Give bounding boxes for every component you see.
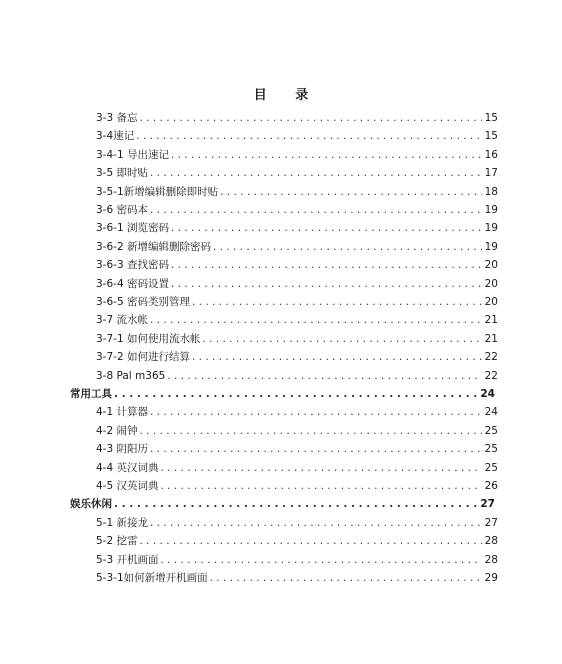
toc-page-number: 22	[484, 369, 498, 382]
toc-entry-row	[96, 330, 498, 348]
toc-entry-row	[96, 201, 498, 219]
toc-dot-leader	[192, 293, 482, 311]
toc-page-number: 28	[484, 535, 498, 548]
toc-page-number: 19	[484, 204, 498, 216]
toc-entry-label: 3-6 密码本	[96, 204, 148, 216]
toc-page-number: 20	[484, 296, 498, 308]
toc-entry-label: 4-4 英汉词典	[96, 461, 159, 474]
toc-entry-label: 4-5 汉英词典	[96, 480, 159, 492]
toc-dot-leader	[136, 127, 481, 145]
toc-page-number: 27	[484, 516, 498, 529]
toc-entry-label: 5-1 新接龙	[96, 516, 148, 529]
toc-chapter-row	[70, 385, 495, 403]
toc-entry-row	[96, 109, 498, 127]
toc-entry-row	[96, 127, 498, 145]
toc-entry-row	[96, 514, 498, 532]
toc-dot-leader	[171, 275, 482, 293]
toc-entry-label: 5-2 挖雷	[96, 535, 138, 548]
toc-dot-leader	[213, 238, 482, 256]
toc-entry-label: 5-3 开机画面	[96, 553, 159, 566]
toc-chapter-row	[70, 495, 495, 513]
toc-entry-label: 4-1 计算器	[96, 406, 148, 419]
toc-dot-leader	[161, 477, 482, 495]
toc-entry-row	[96, 256, 498, 274]
toc-entry-row	[96, 275, 498, 293]
toc-entry-row	[96, 164, 498, 182]
toc-dot-leader	[171, 146, 482, 164]
toc-entry-label: 4-2 闹钟	[96, 424, 138, 437]
toc-page-number: 19	[484, 240, 498, 253]
toc-title: 目 录	[253, 88, 321, 103]
toc-entry-label: 3-6-1 浏览密码	[96, 222, 169, 235]
toc-page-number: 29	[484, 572, 498, 584]
toc-entry-row	[96, 311, 498, 329]
toc-entry-row	[96, 146, 498, 164]
toc-dot-leader	[150, 514, 482, 532]
toc-dot-leader	[150, 201, 482, 219]
toc-entry-label: 3-5 即时贴	[96, 167, 148, 180]
toc-entry-label: 3-6-3 查找密码	[96, 259, 169, 272]
toc-dot-leader	[150, 403, 482, 421]
toc-dot-leader	[202, 330, 481, 348]
toc-dot-leader	[210, 569, 482, 587]
toc-entry-label: 3-6-4 密码设置	[96, 277, 169, 290]
toc-entry-row	[96, 367, 498, 385]
toc-entry-label: 3-8 Pal m365	[96, 369, 166, 382]
toc-dot-leader	[140, 109, 482, 127]
toc-entry-label: 3-3 备忘	[96, 112, 138, 124]
toc-entry-label: 3-4速记	[96, 130, 135, 143]
toc-page-number: 21	[484, 314, 498, 327]
toc-entry-label: 3-7 流水帐	[96, 314, 148, 327]
toc-entry-row	[96, 219, 498, 237]
toc-entry-row	[96, 348, 498, 366]
toc-dot-leader	[167, 367, 481, 385]
toc-entry-label: 常用工具	[70, 388, 112, 400]
toc-dot-leader	[114, 385, 477, 403]
toc-dot-leader	[171, 256, 482, 274]
toc-page-number: 17	[484, 167, 498, 180]
toc-entry-label: 3-7-2 如何进行结算	[96, 351, 190, 364]
toc-dot-leader	[161, 459, 482, 477]
toc-page-number: 20	[484, 259, 498, 272]
toc-entry-label: 5-3-1如何新增开机画面	[96, 572, 208, 584]
toc-entry-row	[96, 459, 498, 477]
toc-entry-label: 3-6-5 密码类别管理	[96, 296, 190, 308]
toc-page-number: 15	[484, 112, 498, 124]
toc-dot-leader	[150, 440, 482, 458]
toc-entry-row	[96, 403, 498, 421]
toc-page-number: 24	[484, 406, 498, 419]
toc-page-number: 16	[484, 148, 498, 161]
toc-entry-label: 娱乐休闲	[70, 498, 112, 511]
toc-dot-leader	[171, 219, 482, 237]
toc-page-number: 26	[484, 480, 498, 492]
toc-page-number: 28	[484, 553, 498, 566]
toc-entry-label: 3-6-2 新增编辑删除密码	[96, 240, 211, 253]
toc-entry-row	[96, 551, 498, 569]
toc-page-number: 25	[484, 461, 498, 474]
toc-page-number: 25	[484, 443, 498, 456]
toc-dot-leader	[150, 164, 482, 182]
toc-entry-row	[96, 293, 498, 311]
toc-page-number: 22	[484, 351, 498, 364]
toc-entry-label: 3-5-1新增编辑删除即时贴	[96, 185, 219, 198]
toc-page-number: 20	[484, 277, 498, 290]
toc-entry-row	[96, 183, 498, 201]
toc-dot-leader	[150, 311, 482, 329]
toc-page-number: 27	[480, 498, 495, 511]
toc-page-number: 18	[484, 185, 498, 198]
toc-dot-leader	[114, 495, 477, 513]
toc-entry-row	[96, 238, 498, 256]
toc-page-number: 21	[484, 332, 498, 345]
toc-dot-leader	[140, 532, 482, 550]
toc-entry-row	[96, 422, 498, 440]
toc-entry-row	[96, 532, 498, 550]
toc-page-number: 24	[480, 388, 495, 400]
toc-page-number: 15	[484, 130, 498, 143]
toc-dot-leader	[192, 348, 482, 366]
toc-entry-row	[96, 569, 498, 587]
toc-entry-label: 3-4-1 导出速记	[96, 148, 169, 161]
toc-page-number: 19	[484, 222, 498, 235]
toc-entry-row	[96, 440, 498, 458]
toc-dot-leader	[161, 551, 482, 569]
toc-entry-label: 4-3 阴阳历	[96, 443, 148, 456]
toc-entry-label: 3-7-1 如何使用流水帐	[96, 332, 201, 345]
toc-page-number: 25	[484, 424, 498, 437]
toc-entry-row	[96, 477, 498, 495]
toc-dot-leader	[140, 422, 482, 440]
toc-dot-leader	[220, 183, 482, 201]
